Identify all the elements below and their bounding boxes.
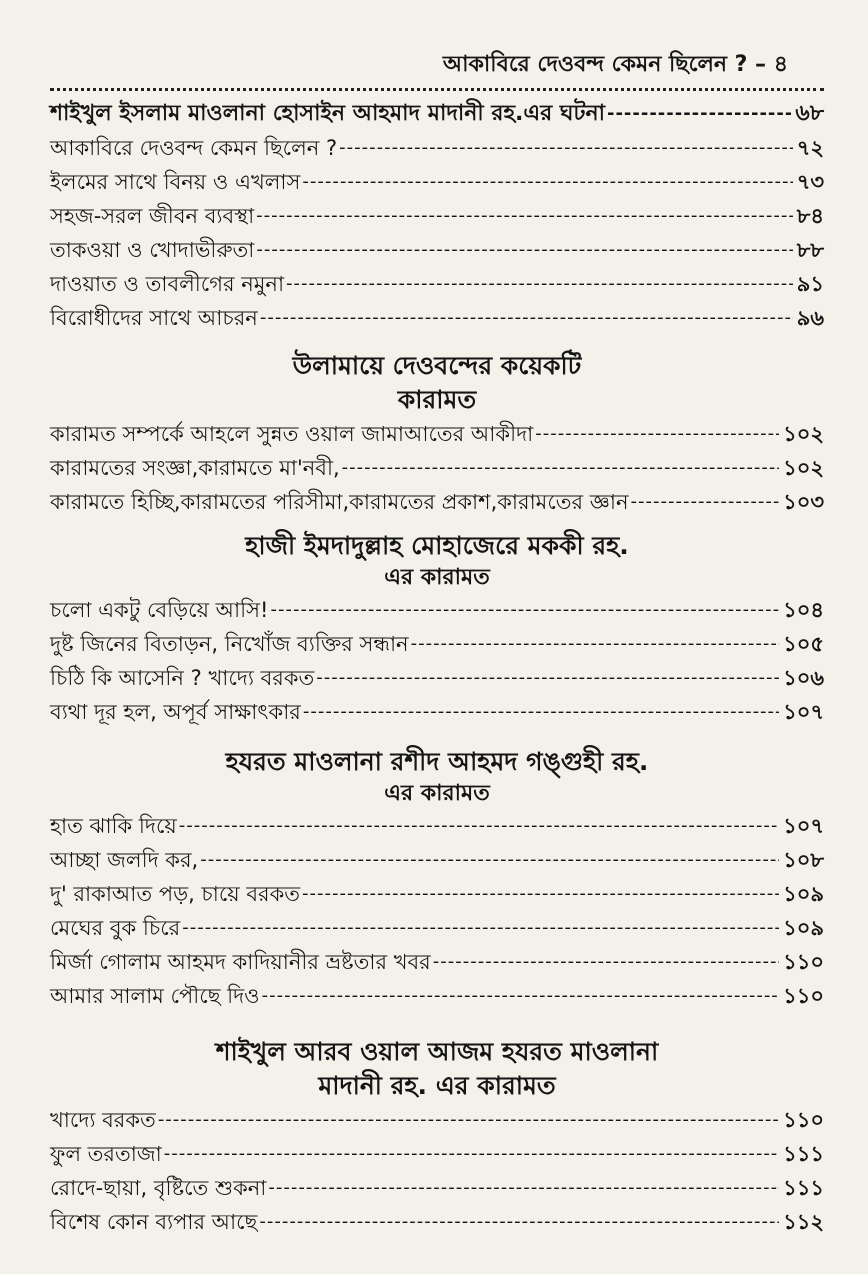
entry-title: দুষ্ট জিনের বিতাড়ন, নিখোঁজ ব্যক্তির সন্ধান	[50, 632, 409, 656]
toc-entry	[50, 131, 824, 165]
entry-title: কারামতের সংজ্ঞা,কারামতে মা'নবী,	[50, 456, 340, 480]
entry-title: খাদ্যে বরকত	[50, 1108, 156, 1132]
entry-title: রোদে-ছায়া, বৃষ্টিতে শুকনা	[50, 1176, 267, 1200]
entry-title: চিঠি কি আসেনি ? খাদ্যে বরকত	[50, 666, 315, 690]
entry-page: ১০৯	[783, 916, 824, 940]
section-4	[50, 745, 824, 1013]
entry-title: ইলমের সাথে বিনয় ও এখলাস	[50, 170, 301, 194]
dash-leader	[259, 1205, 779, 1239]
running-head: আকাবিরে দেওবন্দ কেমন ছিলেন ? – ৪	[442, 52, 788, 77]
toc-entry	[50, 417, 824, 451]
entry-page: ৮৮	[796, 238, 824, 262]
dash-leader	[256, 233, 792, 267]
entry-page: ১০৬	[783, 666, 824, 690]
entry-page: ১০৪	[783, 598, 824, 622]
entry-page: ১০৭	[783, 814, 824, 838]
entry-page: ৬৮	[795, 101, 824, 126]
section-heading: উলামায়ে দেওবন্দের কয়েকটি	[292, 351, 582, 380]
entry-title: ফুল তরতাজা	[50, 1142, 162, 1166]
entry-title: কারামত সম্পর্কে আহলে সুন্নত ওয়াল জামাআতের আকীদা	[50, 422, 534, 446]
entry-title: শাইখুল ইসলাম মাওলানা হোসাইন আহমাদ মাদানী রহ.এর ঘটনা	[50, 101, 605, 126]
toc-entry	[50, 199, 824, 233]
entry-page: ১০৯	[783, 882, 824, 906]
dash-leader	[256, 199, 793, 233]
toc-entry	[50, 485, 824, 519]
toc-entry	[50, 97, 824, 131]
section-5	[50, 1035, 824, 1239]
dash-leader	[164, 1137, 779, 1171]
toc-entry	[50, 1137, 824, 1171]
toc-entry	[50, 877, 824, 911]
toc-entry	[50, 1205, 824, 1239]
dash-leader	[262, 979, 779, 1013]
entry-title: চলো একটু বেড়িয়ে আসি!	[50, 598, 269, 622]
section-1	[50, 97, 824, 335]
dash-leader	[630, 485, 779, 519]
toc-entry	[50, 695, 824, 729]
toc-entry	[50, 661, 824, 695]
dash-leader	[316, 661, 779, 695]
section-heading: হাজী ইমদাদুল্লাহ মোহাজেরে মককী রহ.	[245, 531, 629, 560]
entry-page: ১০৩	[783, 490, 824, 514]
entry-title: ব্যথা দূর হল, অপূর্ব সাক্ষাৎকার	[50, 700, 301, 724]
toc-entry	[50, 1171, 824, 1205]
toc-entry	[50, 301, 824, 335]
dash-leader	[607, 97, 791, 131]
dash-leader	[433, 945, 779, 979]
dash-leader	[200, 843, 779, 877]
entry-page: ১১২	[783, 1210, 824, 1234]
entry-page: ১০৫	[783, 632, 824, 656]
entry-title: বিরোধীদের সাথে আচরন	[50, 306, 258, 330]
dash-leader	[179, 809, 779, 843]
toc-entry	[50, 451, 824, 485]
entry-title: তাকওয়া ও খোদাভীরুতা	[50, 238, 255, 262]
entry-page: ১০৮	[783, 848, 824, 872]
entry-page: ৭২	[796, 136, 824, 160]
section-subheading: এর কারামত	[384, 565, 490, 590]
entry-title: মির্জা গোলাম আহমদ কাদিয়ানীর ভ্রষ্টতার খবর	[50, 950, 431, 974]
dash-leader	[411, 627, 780, 661]
entry-page: ১১১	[783, 1176, 824, 1200]
section-heading: হযরত মাওলানা রশীদ আহমদ গঙ্গুহী রহ.	[225, 747, 649, 776]
entry-title: হাত ঝাকি দিয়ে	[50, 814, 177, 838]
dash-leader	[260, 301, 793, 335]
toc-entry	[50, 911, 824, 945]
section-3	[50, 529, 824, 729]
toc-entry	[50, 1103, 824, 1137]
entry-page: ১০২	[783, 422, 824, 446]
toc-entry	[50, 233, 824, 267]
dash-leader	[182, 911, 779, 945]
dash-leader	[302, 165, 792, 199]
toc-entry	[50, 809, 824, 843]
entry-title: আচ্ছা জলদি কর,	[50, 848, 199, 872]
dash-leader	[268, 1171, 779, 1205]
dotted-rule	[50, 88, 824, 91]
entry-page: ১০২	[783, 456, 824, 480]
dash-leader	[270, 593, 779, 627]
dash-leader	[342, 451, 779, 485]
entry-page: ৭৩	[796, 170, 824, 194]
entry-title: কারামতে হিচ্ছি,কারামতের পরিসীমা,কারামতের প্রকাশ,কারামতের জ্ঞান	[50, 490, 629, 514]
toc-entry	[50, 843, 824, 877]
dash-leader	[286, 267, 793, 301]
dash-leader	[303, 695, 779, 729]
entry-title: মেঘের বুক চিরে	[50, 916, 181, 940]
entry-page: ১১১	[783, 1142, 824, 1166]
entry-page: ৮৪	[796, 204, 824, 228]
toc-entry	[50, 165, 824, 199]
entry-page: ১০৭	[783, 700, 824, 724]
entry-page: ১১০	[783, 950, 824, 974]
entry-page: ১১০	[783, 984, 824, 1008]
entry-title: সহজ-সরল জীবন ব্যবস্থা	[50, 204, 255, 228]
entry-title: দু' রাকাআত পড়, চায়ে বরকত	[50, 882, 301, 906]
entry-title: আমার সালাম পৌছে দিও	[50, 984, 260, 1008]
toc-entry	[50, 627, 824, 661]
entry-page: ৯১	[796, 272, 824, 296]
toc-entry	[50, 945, 824, 979]
entry-page: ৯৬	[796, 306, 824, 330]
entry-title: বিশেষ কোন ব্যপার আছে	[50, 1210, 258, 1234]
section-2	[50, 349, 824, 519]
dash-leader	[158, 1103, 779, 1137]
entry-page: ১১০	[783, 1108, 824, 1132]
dash-leader	[535, 417, 779, 451]
dash-leader	[339, 131, 793, 165]
section-subheading: এর কারামত	[384, 781, 490, 806]
entry-title: দাওয়াত ও তাবলীগের নমুনা	[50, 272, 285, 296]
entry-title: আকাবিরে দেওবন্দ কেমন ছিলেন ?	[50, 136, 338, 160]
dash-leader	[302, 877, 779, 911]
section-heading: কারামত	[397, 385, 477, 414]
section-heading: শাইখুল আরব ওয়াল আজম হযরত মাওলানা	[215, 1037, 659, 1066]
toc-entry	[50, 267, 824, 301]
toc-entry	[50, 593, 824, 627]
section-heading: মাদানী রহ. এর কারামত	[318, 1071, 556, 1100]
toc-entry	[50, 979, 824, 1013]
